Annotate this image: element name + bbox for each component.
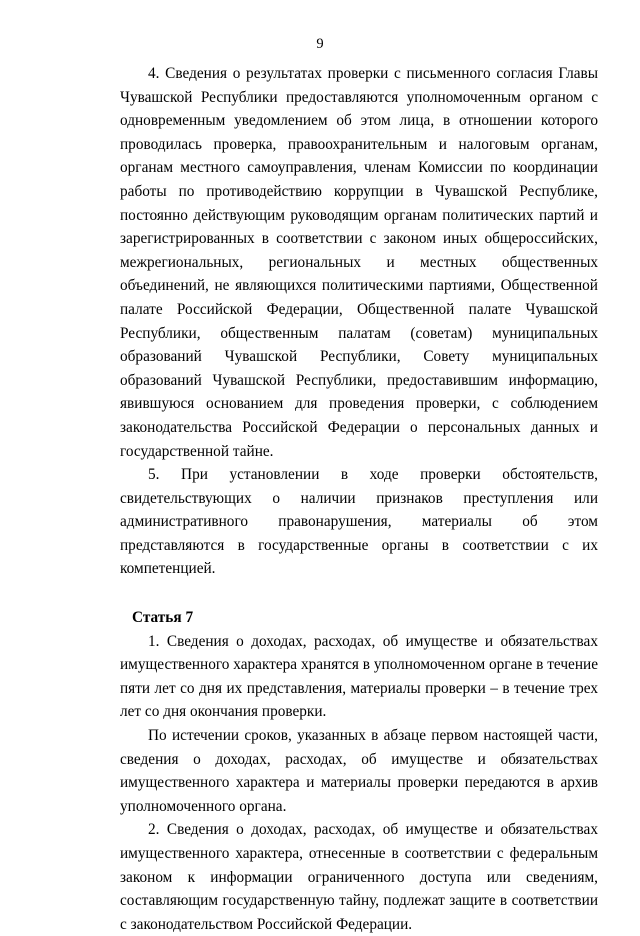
paragraph-article7-part1: 1. Сведения о доходах, расходах, об имуществе и обязательствах имущественного характера хранятся в уполномоченном органе в течение пяти лет со дня их представления, материалы проверки – в течение трех лет со дня окончания проверки. — [120, 632, 598, 721]
paragraph-article7-part1-abzac2: По истечении сроков, указанных в абзаце первом настоящей части, сведения о доходах, расходах, об имуществе и обязательствах имущественного характера и материалы проверки передаются в архив уполномоченного органа. — [120, 727, 598, 815]
paragraph-item-5: 5. При установлении в ходе проверки обстоятельств, свидетельствующих о наличии признаков преступления или административного правонарушения, материалы об этом представляются в государственные органы в соответствии с их компетенцией. — [120, 466, 598, 578]
paragraph-article7-part2: 2. Сведения о доходах, расходах, об имуществе и обязательствах имущественного характера, отнесенные в соответствии с федеральным законом к информации ограниченного доступа или сведениям, составляющим государственную тайну, подлежат защите в соответствии с законодательством Российской Федерации. — [120, 821, 598, 933]
paragraph-item-4: 4. Сведения о результатах проверки с письменного согласия Главы Чувашской Республики предоставляются уполномоченным органом с одновременным уведомлением об этом лица, в отношении которого проводилась проверка, правоохранительным и налоговым органам, органам местного самоуправления, членам Комиссии по координации работы по противодействию коррупции в Чувашской Республике, постоянно действующим руководящим органам политических партий и зарегистрированных в соответствии с законом иных общероссийских, межрегиональных, региональных и местных общественных объединений, не являющихся политическими партиями, Общественной палате Российской Федерации, Общественной палате Чувашской Республики, общественным палатам (советам) муниципальных образований Чувашской Республики, Совету муниципальных образований Чувашской Республики, предоставившим информацию, явившуюся основанием для проведения проверки, с соблюдением законодательства Российской Федерации о персональных данных и государственной тайне. — [120, 65, 598, 460]
page-number: 9 — [316, 36, 324, 52]
document-body — [120, 62, 598, 936]
article-heading: Статья 7 — [132, 609, 194, 627]
